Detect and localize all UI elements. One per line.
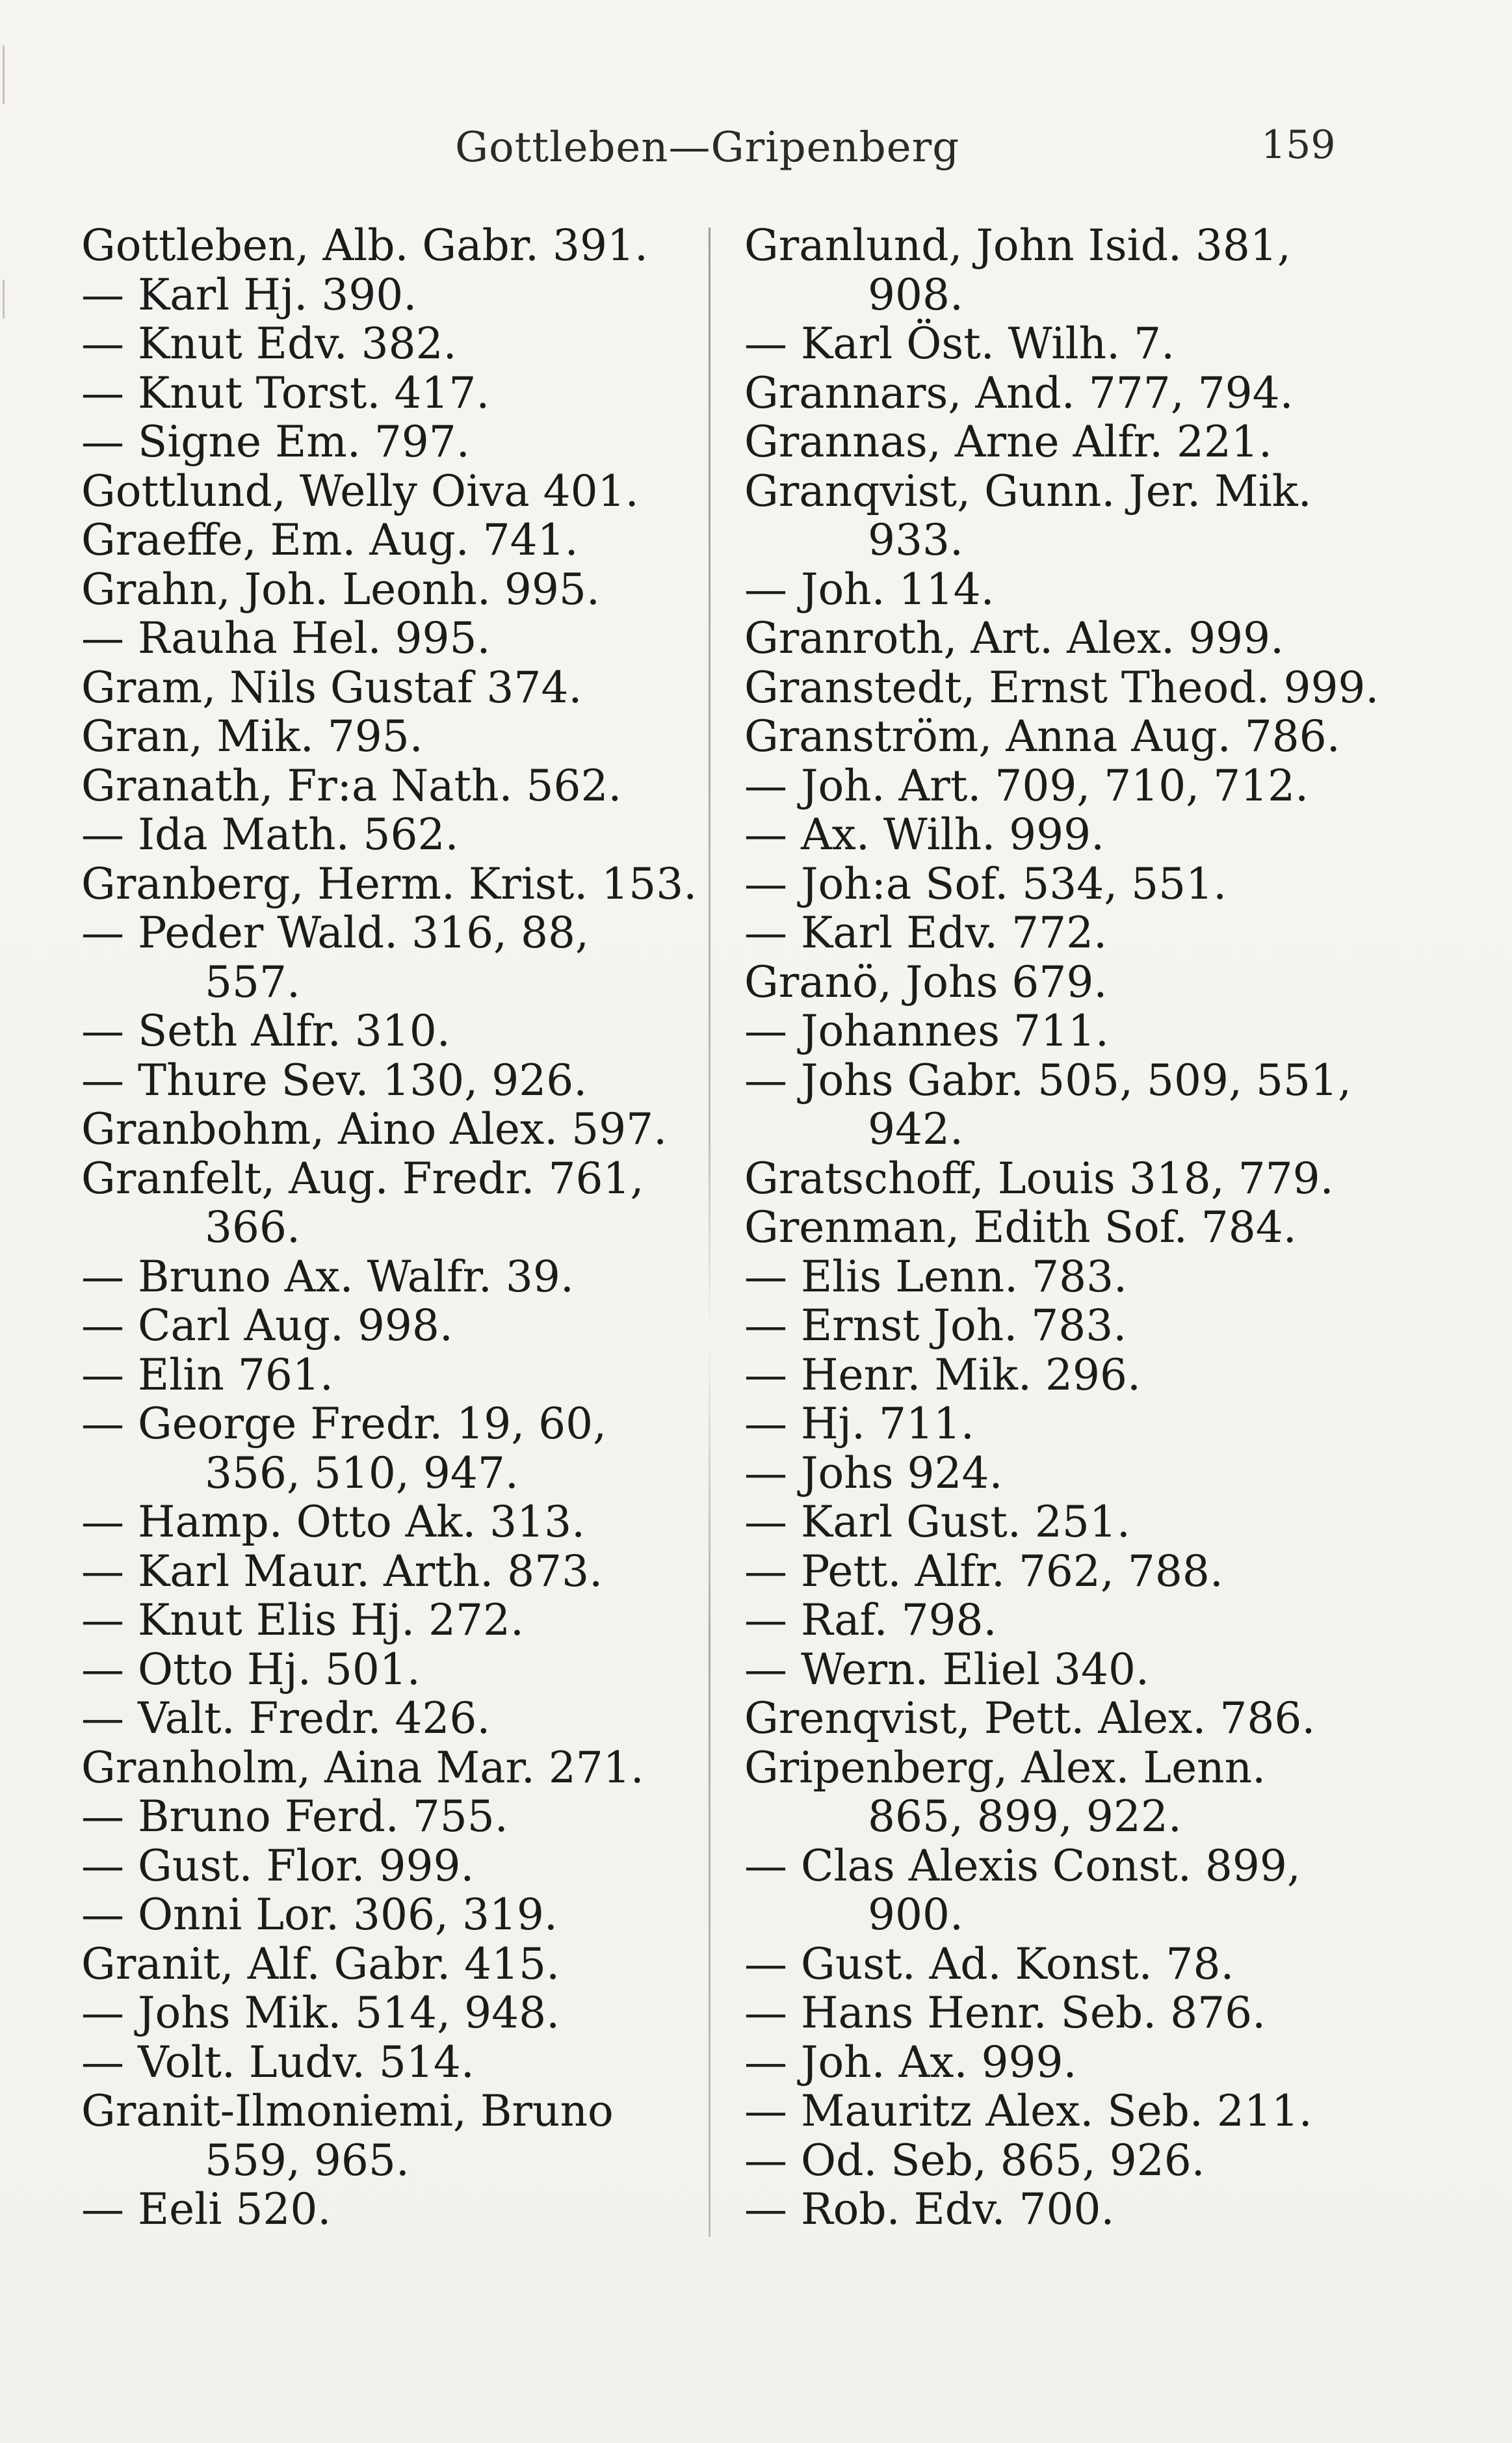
index-entry: Grahn, Joh. Leonh. 995. xyxy=(81,564,600,614)
index-entry: — Mauritz Alex. Seb. 211. xyxy=(744,2086,1312,2136)
index-entry: 865, 899, 922. xyxy=(868,1791,1182,1842)
index-entry: — Johannes 711. xyxy=(744,1006,1109,1056)
index-entry: — Hj. 711. xyxy=(744,1399,974,1449)
index-entry: — Gust. Flor. 999. xyxy=(81,1840,475,1891)
index-entry: — Gust. Ad. Konst. 78. xyxy=(744,1938,1234,1989)
index-column-left xyxy=(81,221,705,2234)
index-entry: Granö, Johs 679. xyxy=(744,957,1108,1007)
index-entry: — Thure Sev. 130, 926. xyxy=(81,1055,588,1105)
index-entry: — Karl Gust. 251. xyxy=(744,1497,1130,1547)
index-entry: Graeffe, Em. Aug. 741. xyxy=(81,515,579,565)
page-number: 159 xyxy=(1261,122,1336,168)
index-entry: — Karl Edv. 772. xyxy=(744,908,1108,958)
index-entry: Gram, Nils Gustaf 374. xyxy=(81,662,582,713)
index-entry: Gratschoff, Louis 318, 779. xyxy=(744,1153,1334,1204)
index-entry: — George Fredr. 19, 60, xyxy=(81,1399,607,1449)
index-entry: Granberg, Herm. Krist. 153. xyxy=(81,858,697,909)
index-entry: Grannas, Arne Alfr. 221. xyxy=(744,417,1272,467)
index-entry: — Joh:a Sof. 534, 551. xyxy=(744,858,1227,909)
index-entry: — Peder Wald. 316, 88, xyxy=(81,908,589,958)
index-entry: — Clas Alexis Const. 899, xyxy=(744,1840,1301,1891)
index-entry: 942. xyxy=(868,1104,963,1154)
index-entry: — Johs Gabr. 505, 509, 551, xyxy=(744,1055,1351,1105)
index-entry: Granit, Alf. Gabr. 415. xyxy=(81,1938,560,1989)
index-entry: Granit-Ilmoniemi, Bruno xyxy=(81,2086,614,2136)
index-entry: — Ax. Wilh. 999. xyxy=(744,810,1105,860)
index-entry: — Seth Alfr. 310. xyxy=(81,1006,450,1056)
index-entry: — Carl Aug. 998. xyxy=(81,1301,453,1351)
index-entry: — Od. Seb, 865, 926. xyxy=(744,2135,1205,2185)
index-entry: Grannars, And. 777, 794. xyxy=(744,367,1294,418)
page-edge-mark xyxy=(3,280,5,319)
index-entry: Grenqvist, Pett. Alex. 786. xyxy=(744,1693,1316,1743)
index-entry: — Joh. Ax. 999. xyxy=(744,2037,1077,2087)
index-entry: Granström, Anna Aug. 786. xyxy=(744,711,1340,761)
index-entry: — Knut Elis Hj. 272. xyxy=(81,1595,524,1645)
index-entry: — Wern. Eliel 340. xyxy=(744,1644,1150,1695)
index-entry: — Joh. 114. xyxy=(744,564,995,614)
index-entry: 933. xyxy=(868,515,963,565)
index-entry: 559, 965. xyxy=(205,2135,410,2185)
index-entry: Gripenberg, Alex. Lenn. xyxy=(744,1742,1266,1793)
index-entry: 557. xyxy=(205,957,300,1007)
index-entry: 908. xyxy=(868,269,963,320)
index-entry: Granbohm, Aino Alex. 597. xyxy=(81,1104,668,1154)
index-entry: — Ernst Joh. 783. xyxy=(744,1301,1127,1351)
index-entry: — Raf. 798. xyxy=(744,1595,997,1645)
index-entry: Gran, Mik. 795. xyxy=(81,711,423,761)
index-entry: 900. xyxy=(868,1890,963,1940)
index-entry: — Otto Hj. 501. xyxy=(81,1644,421,1695)
index-entry: Granfelt, Aug. Fredr. 761, xyxy=(81,1153,644,1204)
index-entry: — Hamp. Otto Ak. 313. xyxy=(81,1497,586,1547)
index-entry: Granroth, Art. Alex. 999. xyxy=(744,613,1284,663)
index-entry: — Karl Öst. Wilh. 7. xyxy=(744,319,1175,369)
index-entry: Granstedt, Ernst Theod. 999. xyxy=(744,662,1379,713)
index-entry: Gottlund, Welly Oiva 401. xyxy=(81,466,639,516)
index-entry: Granholm, Aina Mar. 271. xyxy=(81,1742,644,1793)
index-entry: — Knut Edv. 382. xyxy=(81,319,457,369)
index-entry: — Bruno Ferd. 755. xyxy=(81,1791,508,1842)
index-entry: — Elis Lenn. 783. xyxy=(744,1251,1128,1302)
index-entry: — Knut Torst. 417. xyxy=(81,367,490,418)
index-entry: — Johs 924. xyxy=(744,1447,1003,1498)
index-entry: Grenman, Edith Sof. 784. xyxy=(744,1202,1297,1252)
running-head: Gottleben—Gripenberg xyxy=(455,124,960,172)
index-entry: — Henr. Mik. 296. xyxy=(744,1349,1141,1400)
page-edge-mark xyxy=(3,46,5,104)
index-entry: — Volt. Ludv. 514. xyxy=(81,2037,475,2087)
index-entry: Granqvist, Gunn. Jer. Mik. xyxy=(744,466,1312,516)
index-entry: — Rob. Edv. 700. xyxy=(744,2184,1115,2234)
index-entry: — Joh. Art. 709, 710, 712. xyxy=(744,760,1309,811)
index-entry: — Ida Math. 562. xyxy=(81,810,459,860)
index-entry: — Pett. Alfr. 762, 788. xyxy=(744,1546,1223,1596)
index-entry: — Johs Mik. 514, 948. xyxy=(81,1988,560,2038)
column-divider xyxy=(709,228,710,2237)
index-entry: — Eeli 520. xyxy=(81,2184,332,2234)
index-column-right xyxy=(744,221,1446,2234)
index-entry: — Hans Henr. Seb. 876. xyxy=(744,1988,1266,2038)
index-entry: 356, 510, 947. xyxy=(205,1447,519,1498)
index-entry: Granlund, John Isid. 381, xyxy=(744,220,1291,271)
index-entry: — Karl Hj. 390. xyxy=(81,269,417,320)
index-entry: — Onni Lor. 306, 319. xyxy=(81,1890,558,1940)
index-entry: — Signe Em. 797. xyxy=(81,417,470,467)
index-entry: Granath, Fr:a Nath. 562. xyxy=(81,760,622,811)
index-entry: 366. xyxy=(205,1202,300,1252)
index-entry: Gottleben, Alb. Gabr. 391. xyxy=(81,220,648,271)
index-entry: — Rauha Hel. 995. xyxy=(81,613,491,663)
index-entry: — Valt. Fredr. 426. xyxy=(81,1693,491,1743)
index-entry: — Karl Maur. Arth. 873. xyxy=(81,1546,603,1596)
index-entry: — Bruno Ax. Walfr. 39. xyxy=(81,1251,574,1302)
index-entry: — Elin 761. xyxy=(81,1349,333,1400)
